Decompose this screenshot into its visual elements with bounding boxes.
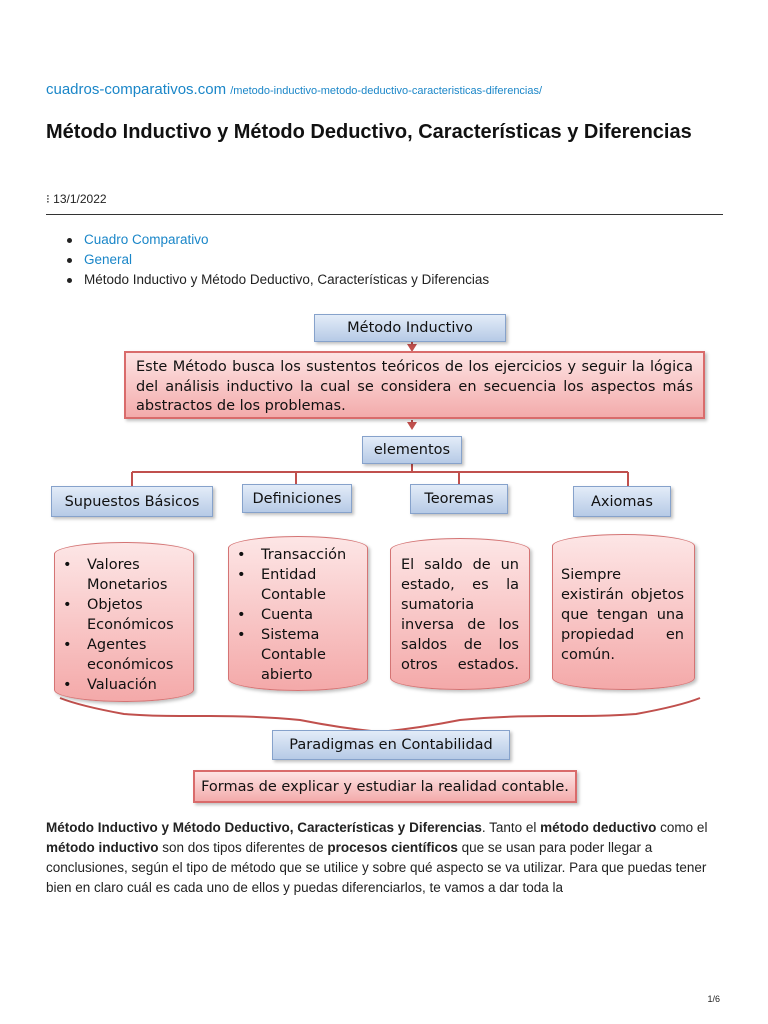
definiciones-item: • Transacción bbox=[231, 545, 363, 565]
breadcrumb-label[interactable]: General bbox=[84, 252, 133, 267]
breadcrumb-item-general[interactable] bbox=[64, 250, 489, 270]
breadcrumb-item-current bbox=[64, 270, 489, 290]
category-teoremas bbox=[410, 484, 508, 514]
supuestos-item: • Objetos Económicos bbox=[57, 595, 189, 635]
top-label-text: Método Inductivo bbox=[347, 320, 473, 336]
description-box bbox=[124, 351, 705, 419]
teoremas-cylinder bbox=[390, 538, 530, 690]
definiciones-item: • Sistema Contable abierto bbox=[231, 625, 363, 685]
intro-paragraph bbox=[46, 818, 726, 898]
category-supuestos bbox=[51, 486, 213, 517]
axiomas-text: Siempre existirán objetos que tengan una propiedad en común. bbox=[561, 567, 684, 663]
breadcrumb-item-cuadro-comparativo[interactable] bbox=[64, 230, 489, 250]
bold-procesos-cientificos: procesos científicos bbox=[327, 840, 458, 855]
page-number: 1/6 bbox=[707, 994, 720, 1004]
elements-label bbox=[362, 436, 462, 464]
divider bbox=[46, 214, 723, 215]
category-label: Axiomas bbox=[591, 493, 653, 510]
supuestos-item: • Valuación bbox=[57, 675, 189, 695]
breadcrumb-label: Método Inductivo y Método Deductivo, Características y Diferencias bbox=[84, 272, 490, 287]
body-text-2: como el bbox=[656, 820, 708, 835]
source-url[interactable] bbox=[46, 81, 542, 98]
body-text-1: . Tanto el bbox=[481, 820, 541, 835]
date-value: 13/1/2022 bbox=[53, 192, 107, 206]
definiciones-item: • Cuenta bbox=[231, 605, 363, 625]
publish-date: ⁝ 13/1/2022 bbox=[46, 192, 107, 206]
category-label: Supuestos Básicos bbox=[64, 493, 200, 510]
bold-metodo-inductivo: método inductivo bbox=[46, 840, 159, 855]
elements-label-text: elementos bbox=[373, 442, 451, 458]
category-definiciones bbox=[242, 484, 352, 513]
supuestos-cylinder bbox=[54, 542, 194, 702]
paradigm-label-text: Paradigmas en Contabilidad bbox=[289, 737, 493, 753]
url-path[interactable]: /metodo-inductivo-metodo-deductivo-caracteristicas-diferencias/ bbox=[230, 85, 543, 97]
supuestos-item: • Valores Monetarios bbox=[57, 555, 189, 595]
paradigm-label bbox=[272, 730, 510, 760]
definiciones-cylinder bbox=[228, 536, 368, 691]
site-name[interactable]: cuadros-comparativos.com bbox=[46, 81, 227, 98]
supuestos-item: • Agentes económicos bbox=[57, 635, 189, 675]
breadcrumb bbox=[64, 230, 489, 290]
bold-metodo-deductivo: método deductivo bbox=[540, 820, 657, 835]
category-label: Definiciones bbox=[252, 490, 342, 507]
conclusion-box bbox=[193, 770, 577, 803]
category-label: Teoremas bbox=[424, 491, 494, 507]
body-text-3: son dos tipos diferentes de bbox=[158, 840, 328, 855]
breadcrumb-label[interactable]: Cuadro Comparativo bbox=[84, 232, 209, 247]
page-title: Método Inductivo y Método Deductivo, Características y Diferencias bbox=[46, 121, 692, 143]
conclusion-text: Formas de explicar y estudiar la realidad contable. bbox=[201, 778, 569, 795]
lead-bold: Método Inductivo y Método Deductivo, Características y Diferencias bbox=[46, 820, 482, 835]
brace-right bbox=[380, 698, 700, 732]
top-label bbox=[314, 314, 506, 342]
concept-map bbox=[0, 300, 768, 810]
category-axiomas bbox=[573, 486, 671, 517]
axiomas-cylinder bbox=[552, 534, 695, 690]
body-text-4: que se usan para poder llegar a conclusiones, según el tipo de método que se utilice y sobre qué aspecto se va utilizar. Para que puedas tener bien en claro cuál es cada uno de ellos y puedas diferenciarlos, te vamos a dar toda la bbox=[46, 840, 707, 895]
teoremas-text: El saldo de un estado, es la sumatoria inversa de los saldos de los otros estados. bbox=[401, 557, 519, 673]
brace-left bbox=[60, 698, 380, 732]
definiciones-item: • Entidad Contable bbox=[231, 565, 363, 605]
arrow-mid bbox=[407, 422, 417, 430]
description-text: Este Método busca los sustentos teóricos de los ejercicios y seguir la lógica del análisis inductivo la cual se considera en secuencia los aspectos más abstractos de los problemas. bbox=[136, 359, 693, 414]
